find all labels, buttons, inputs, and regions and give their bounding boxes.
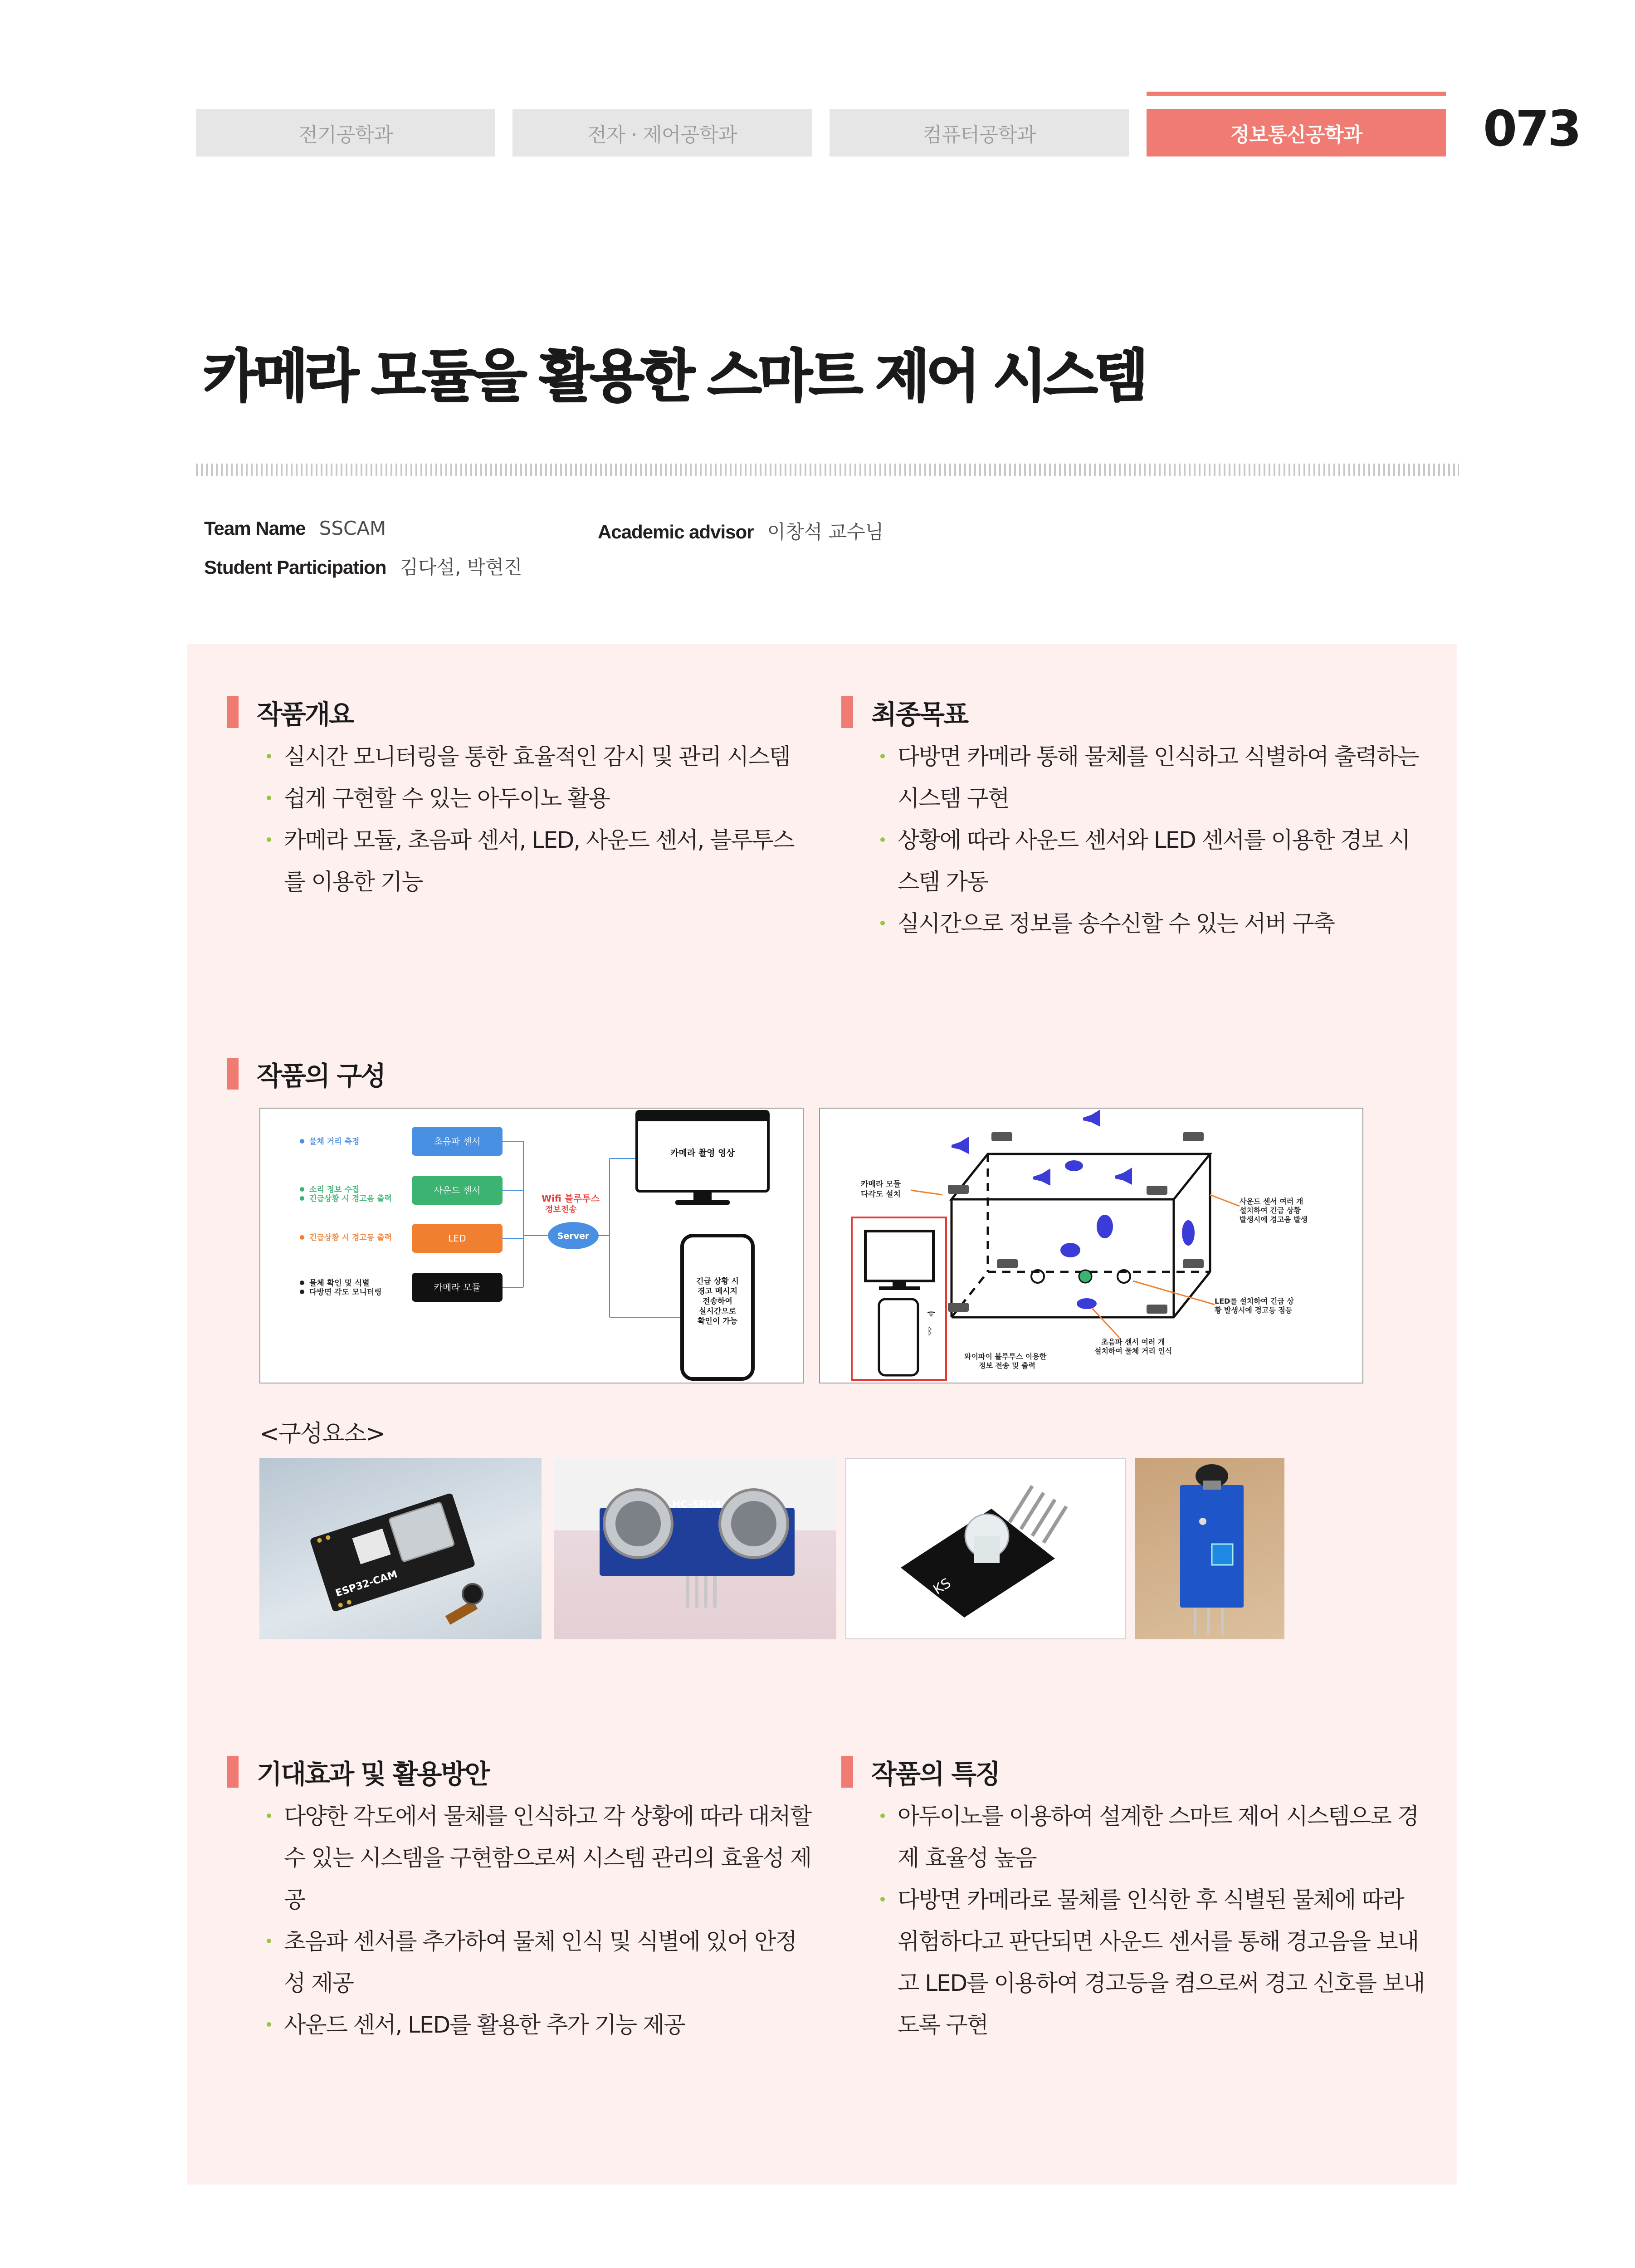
led-label-1: LED를 설치하여 긴급 상	[1215, 1297, 1294, 1305]
overview-list	[264, 736, 813, 903]
left-label-alarm-sound: 긴급상황 시 경고음 출력	[309, 1194, 392, 1203]
tab-electrical[interactable]: 전기공학과	[196, 109, 495, 156]
heading-bar	[841, 1756, 853, 1788]
bluetooth-icon: ᛒ	[927, 1326, 933, 1337]
led-module-label: KS	[930, 1575, 954, 1598]
ultrasonic-sensor-image	[554, 1458, 836, 1639]
goal-heading	[841, 693, 967, 731]
module-sound-label: 사운드 센서	[434, 1185, 481, 1196]
list-item: 카메라 모듈, 초음파 센서, LED, 사운드 센서, 블루투스를 이용한 기능	[264, 819, 813, 903]
module-led-label: LED	[448, 1233, 466, 1244]
phone-label-5: 확인이 가능	[697, 1317, 738, 1326]
photo-led-module	[845, 1458, 1126, 1639]
wifi-label: Wifi 블루투스	[542, 1193, 600, 1204]
effects-heading	[227, 1753, 489, 1791]
features-heading	[841, 1753, 999, 1791]
ultra-label-1: 초음파 센서 여러 개	[1101, 1338, 1165, 1346]
list-item: 상황에 따라 사운드 센서와 LED 센서를 이용한 경보 시스템 가동	[878, 819, 1426, 903]
server-label: Server	[557, 1231, 590, 1241]
module-camera-label: 카메라 모듈	[434, 1282, 481, 1293]
list-item: 다양한 각도에서 물체를 인식하고 각 상황에 따라 대처할 수 있는 시스템을 구현함으로써 시스템 관리의 효율성 제공	[264, 1795, 813, 1921]
tab-computer[interactable]: 컴퓨터공학과	[830, 109, 1129, 156]
left-label-identify: 물체 확인 및 식별	[309, 1279, 370, 1288]
features-list	[878, 1795, 1426, 2046]
divider	[196, 464, 1459, 476]
advisor-label: Academic advisor	[598, 521, 754, 543]
sound-label-1: 사운드 센서 여러 개	[1240, 1197, 1303, 1206]
components-caption: <구성요소>	[259, 1420, 385, 1447]
tab-information-communication[interactable]: 정보통신공학과	[1147, 109, 1446, 156]
heading-bar	[227, 696, 239, 728]
effects-list	[264, 1795, 813, 2046]
list-item: 다방면 카메라 통해 물체를 인식하고 식별하여 출력하는 시스템 구현	[878, 736, 1426, 819]
module-ultrasonic-label: 초음파 센서	[434, 1136, 481, 1147]
ultrasonic-label: HC-SR04	[672, 1499, 721, 1510]
list-item: 다방면 카메라로 물체를 인식한 후 식별된 물체에 따라 위험하다고 판단되면 사운드 센서를 통해 경고음을 보내고 LED를 이용하여 경고등을 켬으로써 경고 신호를 보내도록 구현	[878, 1879, 1426, 2046]
tab-electronics-control[interactable]: 전자 · 제어공학과	[512, 109, 812, 156]
ultra-label-2: 설치하여 물체 거리 인식	[1094, 1347, 1172, 1355]
list-item: 초음파 센서를 추가하여 물체 인식 및 식별에 있어 안정성 제공	[264, 1921, 813, 2004]
photo-camera-module	[259, 1458, 542, 1639]
installation-diagram-svg	[820, 1109, 1362, 1383]
overview-heading	[227, 693, 353, 731]
phone-label-4: 실시간으로	[698, 1307, 737, 1316]
phone-label-3: 전송하여	[703, 1297, 732, 1306]
left-label-sound: 소리 정보 수집	[309, 1185, 360, 1194]
goal-list	[878, 736, 1426, 944]
esp-board-label: ESP32-CAM	[334, 1569, 399, 1599]
photo-ultrasonic-sensor	[554, 1458, 836, 1639]
led-label-2: 황 발생시에 경고등 점등	[1215, 1306, 1293, 1315]
wifi-icon: ᯤ	[927, 1308, 936, 1319]
left-label-monitor: 다방면 각도 모니터링	[309, 1288, 382, 1297]
goal-title: 최종목표	[871, 699, 968, 730]
phone-label-1: 긴급 상황 시	[696, 1277, 739, 1286]
output-monitor-icon	[865, 1231, 933, 1281]
system-block-diagram-svg	[260, 1109, 803, 1383]
monitor-label: 카메라 촬영 영상	[670, 1148, 735, 1158]
composition-heading	[227, 1055, 385, 1093]
installation-diagram	[819, 1108, 1363, 1383]
left-label-distance: 물체 거리 측정	[309, 1137, 360, 1146]
wifi-label-2: 정보 전송 및 출력	[979, 1361, 1035, 1370]
list-item: 아두이노를 이용하여 설계한 스마트 제어 시스템으로 경제 효율성 높음	[878, 1795, 1426, 1879]
overview-title: 작품개요	[257, 699, 353, 730]
speaker-icons	[952, 1110, 1132, 1186]
advisor-row	[598, 517, 883, 544]
wifi-sublabel: 정보전송	[545, 1205, 577, 1214]
effects-title: 기대효과 및 활용방안	[257, 1759, 489, 1789]
left-label-alarm-light: 긴급상황 시 경고등 출력	[309, 1233, 392, 1242]
advisor-name: 이창석 교수님	[767, 521, 884, 543]
camera-icons	[948, 1132, 1204, 1314]
system-block-diagram	[259, 1108, 804, 1383]
list-item: 쉽게 구현할 수 있는 아두이노 활용	[264, 777, 813, 819]
photo-sound-sensor	[1135, 1458, 1284, 1639]
composition-title: 작품의 구성	[257, 1061, 385, 1091]
camera-label-2: 다각도 설치	[861, 1190, 901, 1199]
participants-row	[204, 552, 522, 580]
team-name-row	[204, 517, 386, 539]
heading-bar	[227, 1756, 239, 1788]
list-item: 실시간 모니터링을 통한 효율적인 감시 및 관리 시스템	[264, 736, 813, 777]
camera-module-image	[259, 1458, 542, 1639]
wifi-label-1: 와이파이 블루투스 이용한	[964, 1352, 1047, 1361]
sound-label-2: 설치하여 긴급 상황	[1240, 1206, 1301, 1215]
sound-label-3: 발생시에 경고음 발생	[1240, 1215, 1308, 1224]
heading-bar	[227, 1058, 239, 1090]
camera-label-1: 카메라 모듈	[861, 1180, 901, 1189]
output-phone-icon	[879, 1299, 918, 1375]
features-title: 작품의 특징	[871, 1759, 1000, 1789]
team-name: SSCAM	[319, 517, 386, 539]
active-tab-indicator	[1147, 92, 1446, 96]
participation-label: Student Participation	[204, 557, 386, 578]
heading-bar	[841, 696, 853, 728]
team-name-label: Team Name	[204, 518, 306, 539]
list-item: 사운드 센서, LED를 활용한 추가 기능 제공	[264, 2004, 813, 2046]
led-module-image	[846, 1459, 1125, 1638]
list-item: 실시간으로 정보를 송수신할 수 있는 서버 구축	[878, 903, 1426, 944]
page-number: 073	[1483, 101, 1580, 157]
page-title: 카메라 모듈을 활용한 스마트 제어 시스템	[203, 344, 1145, 409]
sound-sensor-image	[1135, 1458, 1284, 1639]
participants: 김다설, 박현진	[400, 556, 522, 578]
phone-label-2: 경고 메시지	[697, 1287, 738, 1296]
